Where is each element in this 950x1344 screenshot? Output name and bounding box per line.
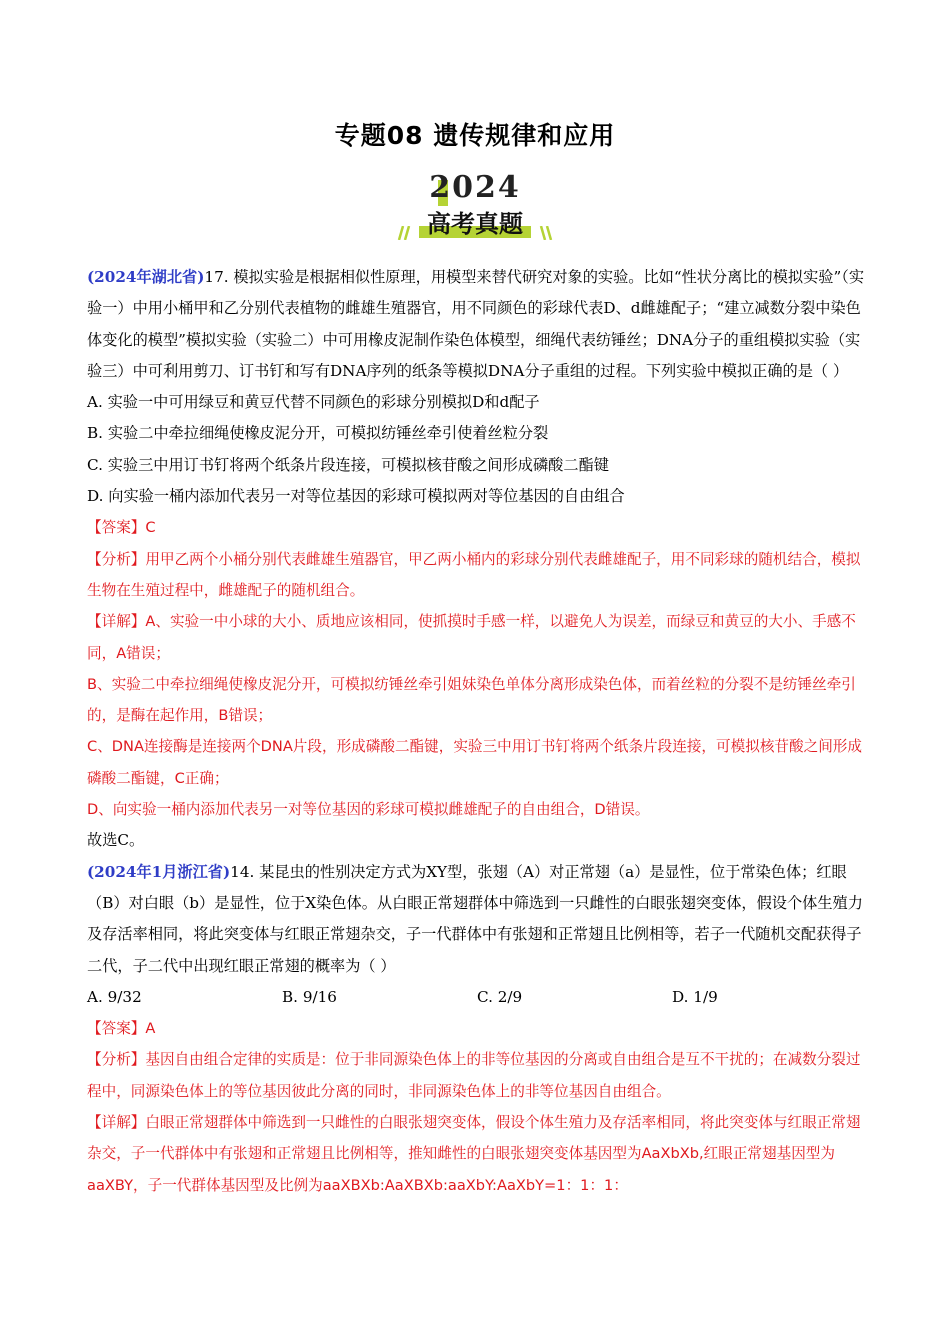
question-1-option-c: C. 实验三中用订书钉将两个纸条片段连接，可模拟核苷酸之间形成磷酸二酯键: [87, 455, 609, 474]
question-1-text: 17. 模拟实验是根据相似性原理，用模型来替代研究对象的实验。比如“性状分离比的模拟实验”（实验一）中用小桶甲和乙分别代表植物的雌雄生殖器官，用不同颜色的彩球代表D、d雌雄配子；“建立减数分裂中染色体变化的模型”模拟实验（实验二）中可用橡皮泥制作染色体模型，细绳代表纺锤丝；DNA分子的重组模拟实验（实验三）中可利用剪刀、订书钉和写有DNA序列的纸条等模拟DNA分子重组的过程。下列实验中模拟正确的是（ ）: [87, 268, 865, 380]
question-2-answer: 【答案】A: [87, 1020, 156, 1038]
question-1-option-b: B. 实验二中牵拉细绳使橡皮泥分开，可模拟纺锤丝牵引使着丝粒分裂: [87, 424, 549, 443]
question-1-conclusion: 故选C。: [87, 831, 145, 850]
question-content: [87, 262, 867, 1201]
question-1-answer: 【答案】C: [87, 519, 156, 537]
question-2-option-a: A. 9/32: [87, 987, 142, 1006]
question-1-detail-b: B、实验二中牵拉细绳使橡皮泥分开，可模拟纺锤丝牵引姐妹染色单体分离形成染色体，而着丝粒的分裂不是纺锤丝牵引的，是酶在起作用，B错误；: [87, 675, 856, 725]
question-1-analysis: 【分析】用甲乙两个小桶分别代表雌雄生殖器官，甲乙两小桶内的彩球分别代表雌雄配子，用不同彩球的随机结合，模拟生物在生殖过程中，雌雄配子的随机组合。: [87, 550, 861, 599]
question-2-detail: 【详解】白眼正常翅群体中筛选到一只雌性的白眼张翅突变体，假设个体生殖力及存活率相同，将此突变体与红眼正常翅杂交，子一代群体中有张翅和正常翅且比例相等，推知雌性的白眼张翅突变体基因型为AaXbXb,红眼正常翅基因型为aaXBY，子一代群体基因型及比例为aaXBXb:AaXBXb:aaXbY:AaXbY=1：1：1：: [87, 1114, 861, 1194]
exam-banner: [385, 170, 565, 248]
question-1-detail-d: D、向实验一桶内添加代表另一对等位基因的彩球可模拟雌雄配子的自由组合，D错误。: [87, 801, 650, 819]
question-2-option-d: D. 1/9: [672, 987, 718, 1006]
question-2-source: (2024年1月浙江省): [87, 862, 231, 881]
question-2-options: [87, 982, 867, 1013]
question-1-detail-a: 【详解】A、实验一中小球的大小、质地应该相同，使抓摸时手感一样，以避免人为误差，而绿豆和黄豆的大小、手感不同，A错误；: [87, 613, 856, 662]
question-2-stem: [87, 857, 867, 982]
question-1-source: (2024年湖北省): [87, 268, 205, 286]
question-2-option-b: B. 9/16: [282, 987, 337, 1006]
question-2-option-c: C. 2/9: [477, 987, 523, 1006]
question-2-text: 14. 某昆虫的性别决定方式为XY型，张翅（A）对正常翅（a）是显性，位于常染色体；红眼（B）对白眼（b）是显性，位于X染色体。从白眼正常翅群体中筛选到一只雌性的白眼张翅突变体，假设个体生殖力及存活率相同，将此突变体与红眼正常翅杂交，子一代群体中有张翅和正常翅且比例相等，若子一代随机交配获得子二代，子二代中出现红眼正常翅的概率为（ ）: [87, 862, 863, 975]
banner-subtitle: 高考真题: [427, 210, 523, 238]
right-slash-decoration: [537, 226, 555, 240]
question-1-option-d: D. 向实验一桶内添加代表另一对等位基因的彩球可模拟两对等位基因的自由组合: [87, 487, 625, 506]
question-1-stem: [87, 262, 867, 387]
question-1-option-a: A. 实验一中可用绿豆和黄豆代替不同颜色的彩球分别模拟D和d配子: [87, 393, 540, 412]
banner-year: 2024: [429, 170, 521, 205]
question-2-analysis: 【分析】基因自由组合定律的实质是：位于非同源染色体上的非等位基因的分离或自由组合是互不干扰的；在减数分裂过程中，同源染色体上的等位基因彼此分离的同时，非同源染色体上的非等位基因自由组合。: [87, 1051, 861, 1100]
question-1-detail-c: C、DNA连接酶是连接两个DNA片段，形成磷酸二酯键，实验三中用订书钉将两个纸条片段连接，可模拟核苷酸之间形成磷酸二酯键，C正确；: [87, 738, 862, 787]
left-slash-decoration: [395, 226, 413, 240]
page-title: 专题08 遗传规律和应用: [334, 121, 616, 150]
